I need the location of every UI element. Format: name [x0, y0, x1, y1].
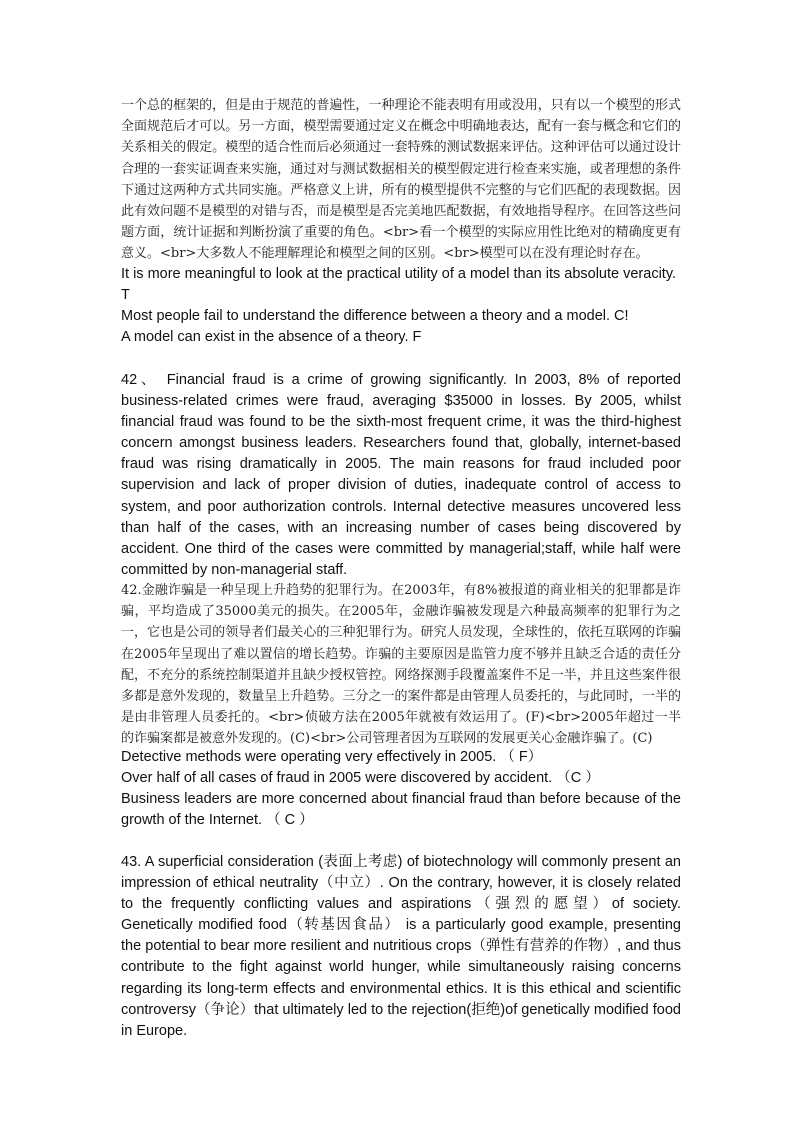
q42-chinese-translation: 42.金融诈骗是一种呈现上升趋势的犯罪行为。在2003年，有8%被报道的商业相关的犯罪都是诈骗，平均造成了35000美元的损失。在2005年，金融诈骗被发现是六种最高频率的犯罪行为之一，它也是公司的领导者们最关心的三种犯罪行为。研究人员发现，全球性的，依托互联网的诈骗在2005年呈现出了难以置信的增长趋势。诈骗的主要原因是监管力度不够并且缺乏合适的责任分配，不充分的系统控制渠道并且缺少授权管控。网络探测手段覆盖案件不足一半，并且这些案件很多都是意外发现的，数量呈上升趋势。三分之一的案件都是由管理人员委托的，与此同时，一半的是由非管理人员委托的。<br>侦破方法在2005年就被有效运用了。(F)<br>2005年超过一半的诈骗案都是被意外发现的。(C)<br>公司管理者因为互联网的发展更关心金融诈骗了。(C) — [121, 583, 681, 747]
q42-passage: 42、 Financial fraud is a crime of growing significantly. In 2003, 8% of reported business-related crimes were fraud, averaging $35000 in losses. By 2005, whilst financial fraud was found to be the sixth-most frequent crime, it was the third-highest concern amongst business leaders. Researchers found that, globally, internet-based fraud was rising dramatically in 2005. The main reasons for fraud included poor supervision and lack of proper division of duties, inadequate control of access to system, and poor authorization controls. Internal detective measures uncovered less than half of the cases, with an increasing number of cases being discovered by accident. One third of the cases were committed by managerial;staff, while half were committed by non-managerial staff. — [121, 372, 681, 578]
answer-statement: Detective methods were operating very effectively in 2005. （ F） — [121, 749, 543, 765]
q41-answer-list — [121, 264, 681, 348]
intro-chinese-paragraph: 一个总的框架的，但是由于规范的普遍性，一种理论不能表明有用或没用，只有以一个模型的形式全面规范后才可以。另一方面，模型需要通过定义在概念中明确地表达，配有一套与概念和它们的关系相关的假定。模型的适合性而后必须通过一套特殊的测试数据来评估。这种评估可以通过设计合理的一套实证调查来实施，通过对与测试数据相关的模型假定进行检查来实施，或者理想的条件下通过这两种方式共同实施。严格意义上讲，所有的模型提供不完整的与它们匹配的表现数据。因此有效问题不是模型的对错与否，而是模型是否完美地匹配数据，有效地指导程序。在回答这些问题方面，统计证据和判断扮演了重要的角色。<br>看一个模型的实际应用性比绝对的精确度更有意义。<br>大多数人不能理解理论和模型之间的区别。<br>模型可以在没有理论时存在。 — [121, 98, 681, 262]
q43-passage: 43. A superficial consideration (表面上考虑) of biotechnology will commonly present an impression of ethical neutrality（中立）. On the contrary, however, it is closely related to the frequently conflicting values and aspirations（强烈的愿望）of society. Genetically modified food（转基因食品） is a particularly good example, presenting the potential to bear more resilient and nutritious crops（弹性有营养的作物）, and thus contribute to the fight against world hunger, while simultaneously raising concerns regarding its long-term effects and environmental ethics. It is this ethical and scientific controversy（争论）that ultimately led to the rejection(拒绝)of genetically modified food in Europe. — [121, 854, 681, 1039]
answer-statement: Over half of all cases of fraud in 2005 were discovered by accident. （C ） — [121, 770, 600, 787]
answer-statement: Business leaders are more concerned about financial fraud than before because of the growth of the Internet. （ C ） — [121, 791, 681, 829]
answer-statement: A model can exist in the absence of a theory. F — [121, 329, 422, 346]
answer-statement: Most people fail to understand the difference between a theory and a model. C! — [121, 308, 629, 325]
q42-answer-list — [121, 747, 681, 831]
answer-statement: It is more meaningful to look at the practical utility of a model than its absolute veracity. T — [121, 266, 677, 304]
